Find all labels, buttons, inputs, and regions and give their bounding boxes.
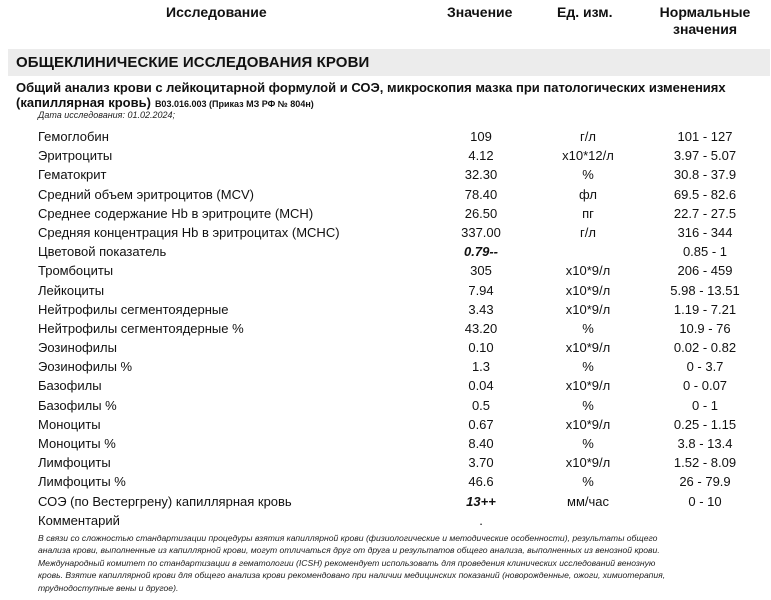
result-value: 337.00 [461, 224, 501, 240]
result-unit: % [582, 397, 594, 413]
result-unit: x10*9/л [565, 301, 611, 317]
result-value: 0.5 [471, 397, 491, 413]
table-row [0, 415, 771, 434]
result-norm: 69.5 - 82.6 [673, 186, 737, 202]
result-unit: % [582, 436, 594, 451]
table-row [0, 127, 771, 146]
results-table [0, 127, 771, 530]
result-value: . [479, 512, 483, 528]
result-name: Моноциты [38, 416, 101, 432]
header-norm: Нормальные значения [659, 4, 751, 37]
result-norm: 1.19 - 7.21 [673, 301, 737, 317]
result-norm: 30.8 - 37.9 [673, 167, 737, 183]
result-name: Моноциты % [38, 436, 116, 451]
result-name: Эритроциты [38, 148, 113, 164]
result-value: 43.20 [464, 320, 498, 336]
result-norm: 0 - 10 [688, 493, 722, 509]
result-unit: % [582, 167, 594, 183]
header-name: Исследование [166, 4, 267, 20]
table-row [0, 281, 771, 300]
table-row [0, 492, 771, 511]
footnote-line: труднодоступные вены и другое). [38, 582, 179, 593]
result-value: 1.3 [471, 359, 491, 375]
result-norm: 206 - 459 [677, 263, 733, 279]
table-row [0, 165, 771, 184]
result-name: Базофилы [38, 378, 102, 394]
footnote [38, 532, 768, 594]
result-value: 305 [470, 263, 492, 279]
table-row [0, 434, 771, 453]
result-unit: фл [579, 186, 597, 202]
result-unit: x10*9/л [565, 263, 611, 279]
result-unit: % [582, 320, 594, 336]
table-row [0, 242, 771, 261]
result-norm: 5.98 - 13.51 [670, 282, 740, 298]
result-unit: г/л [580, 224, 596, 240]
result-value: 3.43 [468, 301, 494, 317]
result-name: Комментарий [38, 512, 120, 528]
section-title: ОБЩЕКЛИНИЧЕСКИЕ ИССЛЕДОВАНИЯ КРОВИ [16, 54, 370, 71]
result-unit: г/л [580, 129, 596, 144]
result-value: 0.04 [468, 378, 494, 394]
table-row [0, 472, 771, 491]
result-norm: 1.52 - 8.09 [673, 455, 737, 471]
header-value: Значение [447, 4, 513, 20]
result-value: 26.50 [464, 205, 498, 221]
result-name: Лимфоциты [38, 455, 111, 471]
test-title: Общий анализ крови с лейкоцитарной формулой и СОЭ, микроскопия мазка при патологических изменениях [16, 80, 726, 95]
result-name: Цветовой показатель [38, 244, 167, 260]
result-name: Среднее содержание Hb в эритроците (MCH) [38, 205, 314, 221]
result-name: Эозинофилы % [38, 359, 133, 375]
result-value: 7.94 [468, 282, 494, 298]
result-name: Нейтрофилы сегментоядерные % [38, 320, 244, 336]
table-header [0, 4, 771, 44]
table-row [0, 261, 771, 280]
result-norm: 3.97 - 5.07 [673, 148, 737, 164]
result-unit: x10*12/л [562, 148, 614, 164]
result-name: Средний объем эритроцитов (MCV) [38, 186, 254, 202]
result-unit: x10*9/л [565, 455, 611, 471]
result-unit: x10*9/л [565, 282, 611, 298]
result-value: 46.6 [468, 474, 494, 490]
result-norm: 0 - 3.7 [686, 359, 724, 375]
result-value: 13++ [466, 493, 496, 509]
table-row [0, 300, 771, 319]
result-unit: пг [582, 205, 594, 221]
result-norm: 0 - 0.07 [682, 378, 728, 394]
result-value: 32.30 [464, 167, 498, 183]
result-unit: % [582, 359, 594, 375]
result-norm: 0.02 - 0.82 [673, 340, 737, 356]
result-name: Эозинофилы [38, 340, 117, 356]
test-title-2 [16, 95, 314, 110]
result-unit: x10*9/л [565, 340, 611, 356]
table-row [0, 396, 771, 415]
result-norm: 10.9 - 76 [679, 320, 731, 336]
table-row [0, 376, 771, 395]
result-unit: мм/час [567, 493, 609, 509]
result-value: 0.79-- [464, 244, 498, 260]
result-unit: % [582, 474, 594, 490]
table-row [0, 319, 771, 338]
result-name: Лейкоциты [38, 282, 105, 298]
table-row [0, 357, 771, 376]
result-norm: 22.7 - 27.5 [673, 205, 737, 221]
table-row [0, 185, 771, 204]
result-norm: 0 - 1 [691, 397, 718, 413]
table-row [0, 204, 771, 223]
result-name: Базофилы % [38, 397, 117, 413]
result-norm: 316 - 344 [677, 224, 733, 240]
test-code: B03.016.003 (Приказ МЗ РФ № 804н) [154, 99, 314, 109]
result-name: Тромбоциты [38, 263, 114, 279]
result-name: Средняя концентрация Hb в эритроцитах (MCHC) [38, 224, 340, 240]
result-norm: 0.25 - 1.15 [673, 416, 737, 432]
result-value: 0.67 [468, 416, 494, 432]
result-name: Гематокрит [38, 167, 107, 183]
result-name: Нейтрофилы сегментоядерные [38, 301, 229, 317]
result-name: Гемоглобин [38, 129, 109, 144]
table-row [0, 223, 771, 242]
result-value: 3.70 [468, 455, 494, 471]
footnote-line: анализа крови, выполненные из капиллярной крови, могут отличаться друг от друга и результатов общего анализа, выполненных из венозной крови. [38, 545, 660, 556]
result-name: Лимфоциты % [38, 474, 126, 490]
result-value: 4.12 [468, 148, 494, 164]
test-date: Дата исследования: 01.02.2024; [38, 110, 176, 120]
result-value: 0.10 [468, 340, 494, 356]
result-name: СОЭ (по Вестергрену) капиллярная кровь [38, 493, 292, 509]
table-row [0, 511, 771, 530]
result-value: 8.40 [468, 436, 494, 451]
result-value: 78.40 [464, 186, 498, 202]
result-norm: 3.8 - 13.4 [677, 436, 733, 451]
header-unit: Ед. изм. [557, 4, 613, 20]
footnote-line: кровь. Взятие капиллярной крови для общего анализа крови рекомендовано при наличии медицинских показаний (новорожденные, ожоги, химиотерапия, [38, 570, 666, 581]
result-unit: x10*9/л [565, 416, 611, 432]
table-row [0, 146, 771, 165]
table-row [0, 453, 771, 472]
table-row [0, 338, 771, 357]
result-unit: x10*9/л [565, 378, 611, 394]
footnote-line: В связи со сложностью стандартизации процедуры взятия капиллярной крови (физиологические и методические особенности), результаты общего [38, 533, 658, 543]
result-norm: 0.85 - 1 [682, 244, 728, 260]
footnote-line: Международный комитет по стандартизации в гематологии (ICSH) рекомендует использовать для проведения клинических исследований венозную [38, 557, 656, 568]
result-norm: 26 - 79.9 [679, 474, 731, 490]
result-norm: 101 - 127 [677, 129, 733, 144]
test-title-suffix: (капиллярная кровь) [16, 95, 151, 110]
result-value: 109 [470, 129, 492, 144]
